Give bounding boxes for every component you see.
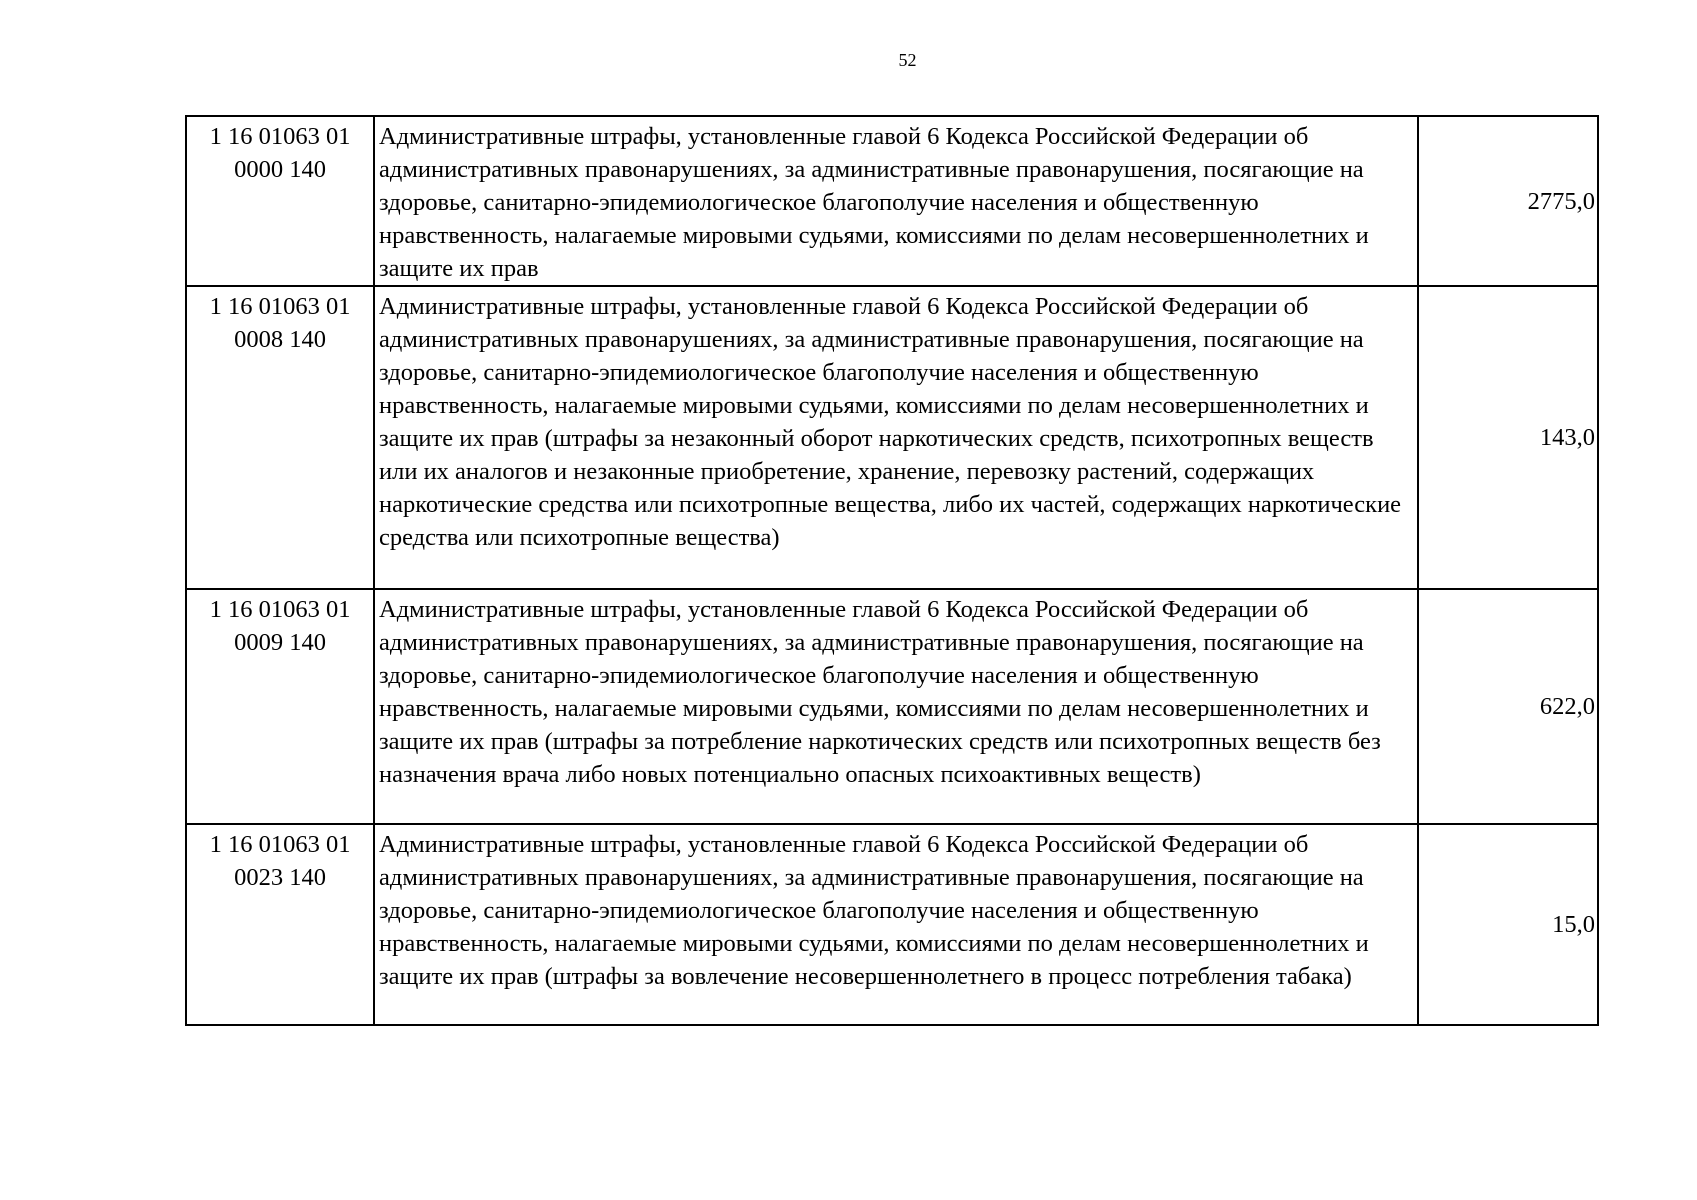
budget-code-line2: 0000 140 [234, 156, 326, 183]
table-row [186, 824, 1598, 1025]
budget-code-cell [186, 286, 374, 589]
budget-code-line2: 0008 140 [234, 326, 326, 353]
budget-code-cell [186, 589, 374, 824]
revenue-table [185, 115, 1599, 1026]
amount-cell: 622,0 [1418, 589, 1598, 824]
description-cell: Административные штрафы, установленные главой 6 Кодекса Российской Федерации об административных правонарушениях, за административные правонарушения, посягающие на здоровье, санитарно-эпидемиологическое благополучие населения и общественную нравственность, налагаемые мировыми судьями, комиссиями по делам несовершеннолетних и защите их прав [374, 116, 1418, 286]
description-cell: Административные штрафы, установленные главой 6 Кодекса Российской Федерации об административных правонарушениях, за административные правонарушения, посягающие на здоровье, санитарно-эпидемиологическое благополучие населения и общественную нравственность, налагаемые мировыми судьями, комиссиями по делам несовершеннолетних и защите их прав (штрафы за потребление наркотических средств или психотропных веществ без назначения врача либо новых потенциально опасных психоактивных веществ) [374, 589, 1418, 824]
budget-code-line1: 1 16 01063 01 [209, 831, 351, 858]
table-row [186, 589, 1598, 824]
table-row [186, 116, 1598, 286]
budget-code-cell [186, 824, 374, 1025]
amount-cell: 2775,0 [1418, 116, 1598, 286]
budget-code-line1: 1 16 01063 01 [209, 596, 351, 623]
amount-cell: 143,0 [1418, 286, 1598, 589]
budget-code-line2: 0023 140 [234, 864, 326, 891]
budget-code-line2: 0009 140 [234, 629, 326, 656]
page-number: 52 [898, 50, 917, 70]
amount-cell: 15,0 [1418, 824, 1598, 1025]
table-row [186, 286, 1598, 589]
description-cell: Административные штрафы, установленные главой 6 Кодекса Российской Федерации об административных правонарушениях, за административные правонарушения, посягающие на здоровье, санитарно-эпидемиологическое благополучие населения и общественную нравственность, налагаемые мировыми судьями, комиссиями по делам несовершеннолетних и защите их прав (штрафы за незаконный оборот наркотических средств, психотропных веществ или их аналогов и незаконные приобретение, хранение, перевозку растений, содержащих наркотические средства или психотропные вещества, либо их частей, содержащих наркотические средства или психотропные вещества) [374, 286, 1418, 589]
budget-code-cell [186, 116, 374, 286]
description-cell: Административные штрафы, установленные главой 6 Кодекса Российской Федерации об административных правонарушениях, за административные правонарушения, посягающие на здоровье, санитарно-эпидемиологическое благополучие населения и общественную нравственность, налагаемые мировыми судьями, комиссиями по делам несовершеннолетних и защите их прав (штрафы за вовлечение несовершеннолетнего в процесс потребления табака) [374, 824, 1418, 1025]
budget-code-line1: 1 16 01063 01 [209, 293, 351, 320]
budget-code-line1: 1 16 01063 01 [209, 123, 351, 150]
